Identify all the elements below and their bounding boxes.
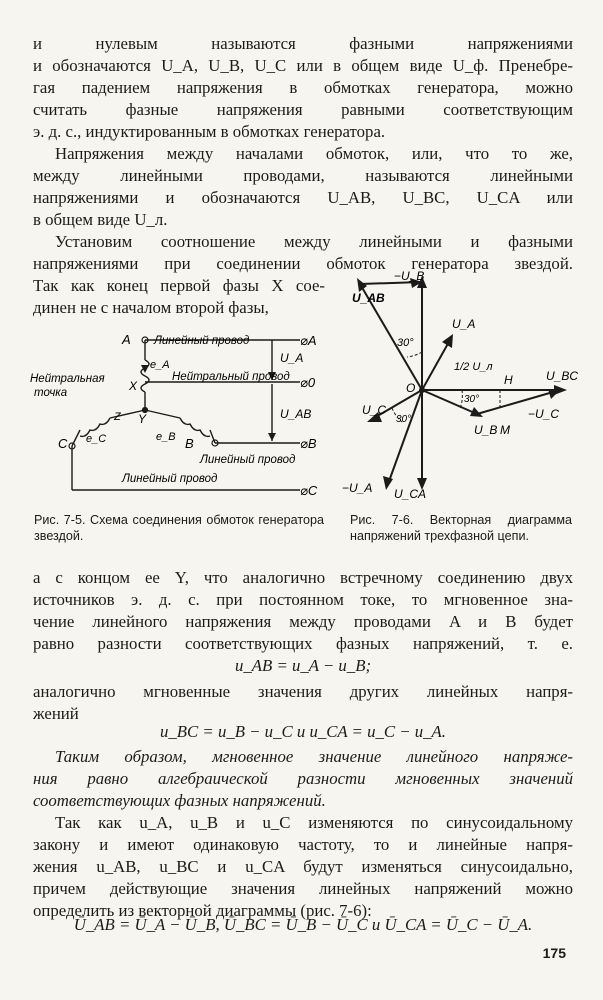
label-eB: e_B [156, 431, 176, 443]
label-B: B [185, 436, 194, 451]
text-line: равно разности соответствующих фазных напряжений, т. е. [33, 634, 573, 653]
text-line: Напряжения между началами обмоток, или, что то же, [55, 144, 573, 163]
label-30-deg-a: 30° [397, 337, 414, 349]
label-Z: Z [114, 411, 121, 423]
label-minus-UB: −U_B [394, 269, 425, 283]
text-line: Так как конец первой фазы X сое- [33, 276, 325, 295]
label-O: O [406, 381, 416, 395]
label-minus-UC: −U_C [528, 407, 560, 421]
terminal-0: ⌀0 [300, 375, 316, 390]
label-M: M [500, 423, 510, 437]
formula-vector: Ū_AB = Ū_A − Ū_B, Ū_BC = Ū_B − Ū_C и Ū_CA = Ū_C − Ū_A. [73, 915, 533, 934]
text-line: между линейными проводами, называются линейными [33, 166, 573, 185]
text-line: ния равно алгебраической разности мгновенных значений [33, 769, 573, 788]
label-30-deg-c: 30° [396, 414, 412, 425]
text-line: гая падением напряжения в обмотках генератора, можно [33, 78, 573, 97]
text-line: определить из векторной диаграммы (рис. 7-6): [33, 901, 372, 920]
text-line: динен не с началом второй фазы, [33, 298, 269, 317]
label-UAB: U_AB [280, 407, 312, 421]
text-line: напряжениями при соединении обмоток генератора звездой. [33, 254, 573, 273]
text-line: закону и имеют одинаковую частоту, то и линейные напря- [33, 835, 573, 854]
text-line: соответствующих фазных напряжений. [33, 791, 326, 810]
text-line: считать фазные напряжения равными соответствующим [33, 100, 573, 119]
label-UBC: U_BC [546, 369, 579, 383]
label-neutral-point-1: Нейтральная [30, 373, 105, 385]
page-number: 175 [542, 945, 566, 961]
label-line-wire-1: Линейный провод [154, 335, 250, 347]
label-C: C [58, 436, 68, 451]
text-line: Так как u_A, u_B и u_C изменяются по синусоидальному [55, 813, 573, 832]
label-half-Ul: 1/2 U_л [454, 361, 493, 373]
label-UA: U_A [280, 351, 304, 365]
label-UA: U_A [452, 317, 476, 331]
text-line: и нулевым называются фазными напряжениями [33, 34, 573, 53]
label-line-wire-3: Линейный провод [122, 473, 218, 485]
label-UC: U_C [362, 403, 387, 417]
label-eA: e_A [150, 359, 170, 371]
text-line: чение линейного напряжения между проводами A и B будет [33, 612, 573, 631]
label-H: H [504, 373, 513, 387]
figure-7-6-caption: Рис. 7-6. Векторная диаграмма напряжений трехфазной цепи. [350, 513, 572, 543]
label-X: X [129, 379, 138, 393]
label-line-wire-2: Линейный провод [200, 454, 296, 466]
text-line: жений [33, 704, 79, 723]
text-line: э. д. с., индуктированным в обмотках генератора. [33, 122, 386, 141]
text-line: в общем виде U_л. [33, 210, 168, 229]
label-UAB: U_AB [352, 291, 385, 305]
text-line: а с концом ее Y, что аналогично встречному соединению двух [33, 568, 573, 587]
label-30-deg-b: 30° [464, 394, 480, 405]
label-minus-UA: −U_A [342, 481, 373, 495]
text-line: источников э. д. с. при постоянном токе, то мгновенное зна- [33, 590, 573, 609]
formula-uab: u_AB = u_A − u_B; [234, 656, 372, 675]
text-line: причем действующие значения линейных напряжений можно [33, 879, 573, 898]
formula-ubc-uca: u_BC = u_B − u_C и u_CA = u_C − u_A. [160, 722, 446, 741]
text-line: Установим соотношение между линейными и фазными [55, 232, 573, 251]
label-neutral-wire: Нейтральный провод [172, 371, 290, 383]
terminal-A: ⌀A [300, 333, 317, 348]
terminal-B: ⌀B [300, 436, 317, 451]
label-UCA: U_CA [394, 487, 427, 501]
figure-7-6-vector-diagram [332, 262, 582, 507]
label-Y: Y [138, 412, 147, 426]
label-eC: e_C [86, 433, 107, 445]
terminal-C: ⌀C [300, 483, 318, 498]
label-neutral-point-2: точка [34, 387, 68, 399]
label-A: A [122, 332, 131, 347]
text-line: жения u_AB, u_BC и u_CA будут изменяться синусоидально, [33, 857, 573, 876]
text-line: напряжениями и обозначаются U_AB, U_BC, U_CA или [33, 188, 573, 207]
figure-7-5-caption: Рис. 7-5. Схема соединения обмоток генератора звездой. [34, 513, 324, 543]
label-UB: U_B [474, 423, 498, 437]
text-line: Таким образом, мгновенное значение линейного напряже- [55, 747, 573, 766]
figure-7-5-star-connection-diagram [30, 318, 330, 504]
text-line: аналогично мгновенные значения других линейных напря- [33, 682, 573, 701]
text-line: и обозначаются U_A, U_B, U_C или в общем виде U_ф. Пренебре- [33, 56, 573, 75]
